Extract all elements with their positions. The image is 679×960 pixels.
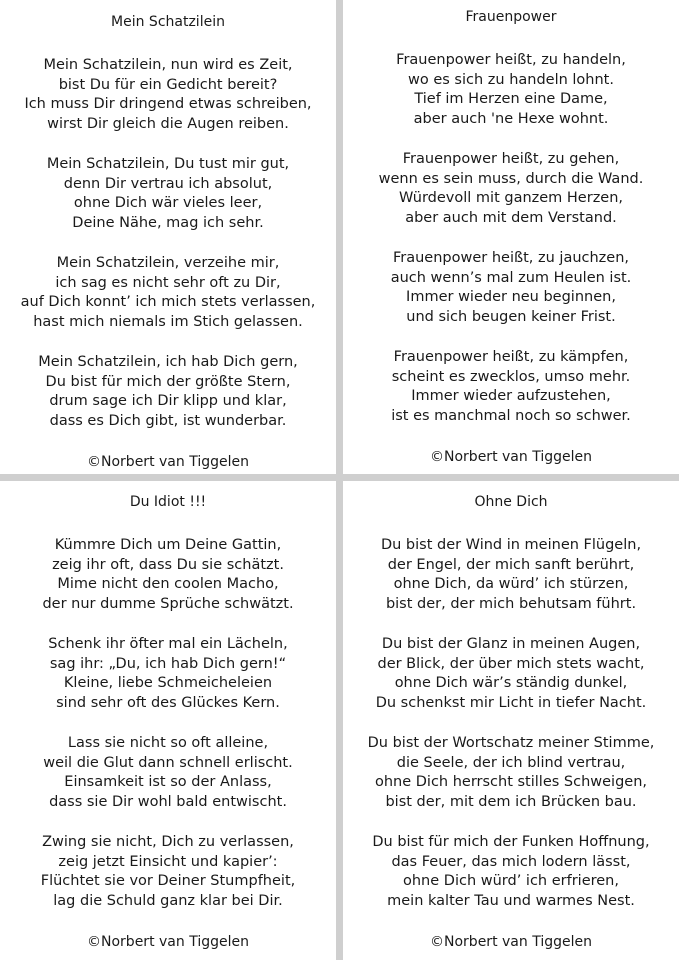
poem-line: dass es Dich gibt, ist wunderbar.	[49, 412, 287, 429]
vertical-divider	[336, 0, 343, 960]
poem-line: Mein Schatzilein, Du tust mir gut,	[46, 156, 290, 172]
poem-line: der Engel, der mich sanft berührt,	[387, 556, 635, 573]
poem-line: ohne Dich wär’s ständig dunkel,	[394, 675, 628, 691]
poem-line: der nur dumme Sprüche schwätzt.	[42, 595, 294, 612]
poem-title: Mein Schatzilein	[111, 14, 225, 30]
poem-line: weil die Glut dann schnell erlischt.	[43, 754, 293, 771]
stanza	[343, 348, 679, 426]
poem-line: bist der, mit dem ich Brücken bau.	[385, 793, 637, 810]
poem-line: wo es sich zu handeln lohnt.	[408, 71, 614, 88]
poem-line: Deine Nähe, mag ich sehr.	[72, 214, 264, 231]
stanza	[0, 155, 336, 233]
poem-line: Du bist der Wortschatz meiner Stimme,	[367, 735, 655, 751]
poem-line: sag ihr: „Du, ich hab Dich gern!“	[49, 655, 287, 672]
poem-line: ohne Dich würd’ ich erfrieren,	[403, 873, 619, 889]
horizontal-divider-right	[343, 474, 679, 481]
poem-line: Kleine, liebe Schmeicheleien	[63, 675, 273, 691]
poem-line: Du bist für mich der größte Stern,	[45, 373, 291, 390]
poem-line: Flüchtet sie vor Deiner Stumpfheit,	[40, 873, 296, 889]
poem-title: Ohne Dich	[474, 494, 548, 510]
stanza	[343, 833, 679, 911]
poem-line: Ich muss Dir dringend etwas schreiben,	[24, 96, 312, 112]
stanza	[343, 150, 679, 228]
stanza	[0, 635, 336, 713]
copyright-credit: ©Norbert van Tiggelen	[430, 934, 592, 950]
poem-line: und sich beugen keiner Frist.	[406, 308, 616, 325]
poem-line: der Blick, der über mich stets wacht,	[377, 655, 645, 672]
poem-line: zeig jetzt Einsicht und kapier’:	[58, 853, 278, 870]
stanza	[343, 635, 679, 713]
poem-line: ich sag es nicht sehr oft zu Dir,	[55, 274, 281, 291]
poem-line: aber auch mit dem Verstand.	[405, 209, 617, 226]
poem-line: bist der, der mich behutsam führt.	[385, 595, 637, 612]
poem-line: Mein Schatzilein, nun wird es Zeit,	[43, 57, 293, 73]
poem-line: wenn es sein muss, durch die Wand.	[378, 170, 644, 187]
poem-line: dass sie Dir wohl bald entwischt.	[49, 793, 287, 810]
poem-card-ohne-dich	[343, 481, 679, 952]
poem-line: ohne Dich wär vieles leer,	[73, 195, 263, 211]
poem-line: Lass sie nicht so oft alleine,	[67, 735, 269, 751]
stanza	[0, 254, 336, 332]
horizontal-divider-left	[0, 474, 336, 481]
poem-line: wirst Dir gleich die Augen reiben.	[47, 115, 289, 132]
poem-line: mein kalter Tau und warmes Nest.	[387, 892, 635, 909]
poem-line: auch wenn’s mal zum Heulen ist.	[390, 269, 632, 286]
poem-line: hast mich niemals im Stich gelassen.	[33, 313, 303, 330]
poem-line: scheint es zwecklos, umso mehr.	[391, 368, 631, 385]
poem-line: Du bist der Glanz in meinen Augen,	[381, 636, 641, 652]
poem-line: Mein Schatzilein, ich hab Dich gern,	[38, 354, 298, 370]
poem-line: ist es manchmal noch so schwer.	[391, 407, 631, 424]
stanza	[0, 833, 336, 911]
poem-line: bist Du für ein Gedicht bereit?	[58, 76, 278, 93]
poem-line: Du bist der Wind in meinen Flügeln,	[380, 537, 642, 553]
poem-line: Immer wieder neu beginnen,	[406, 289, 616, 305]
poem-line: auf Dich konnt’ ich mich stets verlassen,	[20, 294, 316, 310]
poem-line: zeig ihr oft, dass Du sie schätzt.	[52, 556, 284, 573]
stanza	[0, 536, 336, 614]
poem-line: die Seele, der ich blind vertrau,	[396, 754, 626, 771]
poem-line: lag die Schuld ganz klar bei Dir.	[53, 892, 283, 909]
poem-line: Frauenpower heißt, zu jauchzen,	[392, 250, 630, 266]
poem-line: Mein Schatzilein, verzeihe mir,	[56, 255, 280, 271]
poem-line: ohne Dich herrscht stilles Schweigen,	[374, 774, 648, 790]
poem-line: drum sage ich Dir klipp und klar,	[49, 393, 287, 409]
stanza	[0, 353, 336, 431]
copyright-credit: ©Norbert van Tiggelen	[430, 449, 592, 465]
poem-card-du-idiot	[0, 481, 336, 952]
poem-line: Frauenpower heißt, zu handeln,	[396, 52, 626, 68]
poem-line: Frauenpower heißt, zu kämpfen,	[393, 349, 629, 365]
poem-card-mein-schatzilein	[0, 0, 336, 472]
poem-title: Du Idiot !!!	[129, 494, 207, 510]
poem-line: ohne Dich, da würd’ ich stürzen,	[393, 576, 629, 592]
poem-line: Frauenpower heißt, zu gehen,	[402, 151, 620, 167]
poem-line: Einsamkeit ist so der Anlass,	[64, 774, 272, 790]
poem-line: Zwing sie nicht, Dich zu verlassen,	[42, 834, 294, 850]
copyright-credit: ©Norbert van Tiggelen	[87, 934, 249, 950]
poem-line: Würdevoll mit ganzem Herzen,	[398, 190, 624, 206]
stanza	[343, 51, 679, 129]
poem-line: Tief im Herzen eine Dame,	[414, 91, 608, 107]
stanza	[0, 56, 336, 134]
poem-line: Kümmre Dich um Deine Gattin,	[54, 537, 282, 553]
poem-title: Frauenpower	[465, 9, 557, 25]
poem-line: aber auch 'ne Hexe wohnt.	[413, 110, 609, 127]
stanza	[343, 536, 679, 614]
poem-line: Du bist für mich der Funken Hoffnung,	[372, 834, 650, 850]
stanza	[343, 249, 679, 327]
poem-line: Schenk ihr öfter mal ein Lächeln,	[48, 636, 288, 652]
poem-card-frauenpower	[343, 0, 679, 467]
stanza	[343, 734, 679, 812]
poem-line: denn Dir vertrau ich absolut,	[63, 175, 273, 192]
poem-line: Mime nicht den coolen Macho,	[57, 576, 279, 592]
copyright-credit: ©Norbert van Tiggelen	[87, 454, 249, 470]
poem-line: Immer wieder aufzustehen,	[411, 388, 611, 404]
poem-line: Du schenkst mir Licht in tiefer Nacht.	[375, 694, 647, 711]
poem-line: sind sehr oft des Glückes Kern.	[56, 694, 280, 711]
stanza	[0, 734, 336, 812]
poem-line: das Feuer, das mich lodern lässt,	[391, 853, 631, 870]
